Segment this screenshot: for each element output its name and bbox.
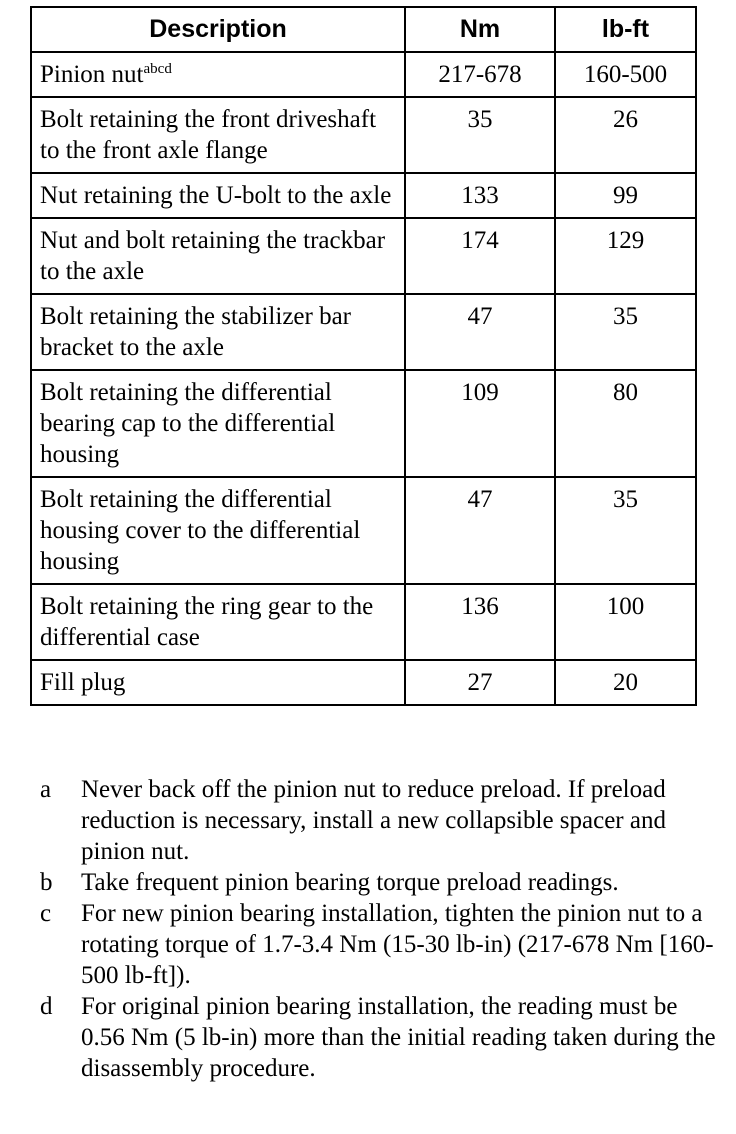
row-nm-value: 174	[405, 218, 555, 294]
row-lbft-value: 129	[555, 218, 696, 294]
row-nm-value: 47	[405, 294, 555, 370]
row-description: Bolt retaining the ring gear to the differential case	[31, 584, 405, 660]
row-description: Nut and bolt retaining the trackbar to the axle	[31, 218, 405, 294]
row-nm-value: 217-678	[405, 52, 555, 97]
row-lbft-value: 160-500	[555, 52, 696, 97]
footnote-letter: b	[40, 869, 53, 896]
footnote-text: For new pinion bearing installation, tighten the pinion nut to a rotating torque of 1.7-3.4 Nm (15-30 lb-in) (217-678 Nm [160-500 lb-ft]).	[81, 900, 714, 989]
footnote-reference: abcd	[143, 61, 172, 77]
row-lbft-value: 99	[555, 173, 696, 218]
torque-spec-table	[30, 6, 697, 706]
footnote-letter: a	[40, 776, 52, 803]
table-row	[31, 660, 696, 705]
row-description: Bolt retaining the differential bearing cap to the differential housing	[31, 370, 405, 477]
table-row	[31, 370, 696, 477]
row-description: Bolt retaining the front driveshaft to the front axle flange	[31, 97, 405, 173]
header-description: Description	[31, 7, 405, 52]
row-nm-value: 27	[405, 660, 555, 705]
header-lbft: lb-ft	[555, 7, 696, 52]
footnote-item	[40, 774, 720, 867]
footnote-item	[40, 867, 720, 898]
header-nm: Nm	[405, 7, 555, 52]
footnote-item	[40, 991, 720, 1084]
row-lbft-value: 80	[555, 370, 696, 477]
row-nm-value: 136	[405, 584, 555, 660]
row-description: Bolt retaining the stabilizer bar bracket to the axle	[31, 294, 405, 370]
torque-spec-table-wrapper	[30, 6, 695, 706]
footnote-letter: c	[40, 900, 52, 927]
footnote-letter: d	[40, 993, 53, 1020]
row-nm-value: 35	[405, 97, 555, 173]
row-lbft-value: 100	[555, 584, 696, 660]
row-description: Fill plug	[31, 660, 405, 705]
row-nm-value: 133	[405, 173, 555, 218]
table-row	[31, 218, 696, 294]
footnote-item	[40, 898, 720, 991]
footnotes	[40, 774, 720, 1084]
table-row	[31, 97, 696, 173]
footnote-text: Never back off the pinion nut to reduce preload. If preload reduction is necessary, install a new collapsible spacer and pinion nut.	[81, 776, 666, 865]
table-row	[31, 294, 696, 370]
table-row	[31, 52, 696, 97]
row-description: Bolt retaining the differential housing cover to the differential housing	[31, 477, 405, 584]
row-nm-value: 47	[405, 477, 555, 584]
table-row	[31, 584, 696, 660]
description-text: Pinion nut	[40, 61, 144, 88]
row-lbft-value: 35	[555, 294, 696, 370]
table-row	[31, 477, 696, 584]
row-lbft-value: 20	[555, 660, 696, 705]
table-header-row	[31, 7, 696, 52]
row-nm-value: 109	[405, 370, 555, 477]
footnote-text: Take frequent pinion bearing torque preload readings.	[81, 869, 619, 896]
row-lbft-value: 26	[555, 97, 696, 173]
row-description	[31, 52, 405, 97]
footnote-text: For original pinion bearing installation, the reading must be 0.56 Nm (5 lb-in) more than the initial reading taken during the disassembly procedure.	[81, 993, 716, 1082]
row-description: Nut retaining the U-bolt to the axle	[31, 173, 405, 218]
table-row	[31, 173, 696, 218]
row-lbft-value: 35	[555, 477, 696, 584]
